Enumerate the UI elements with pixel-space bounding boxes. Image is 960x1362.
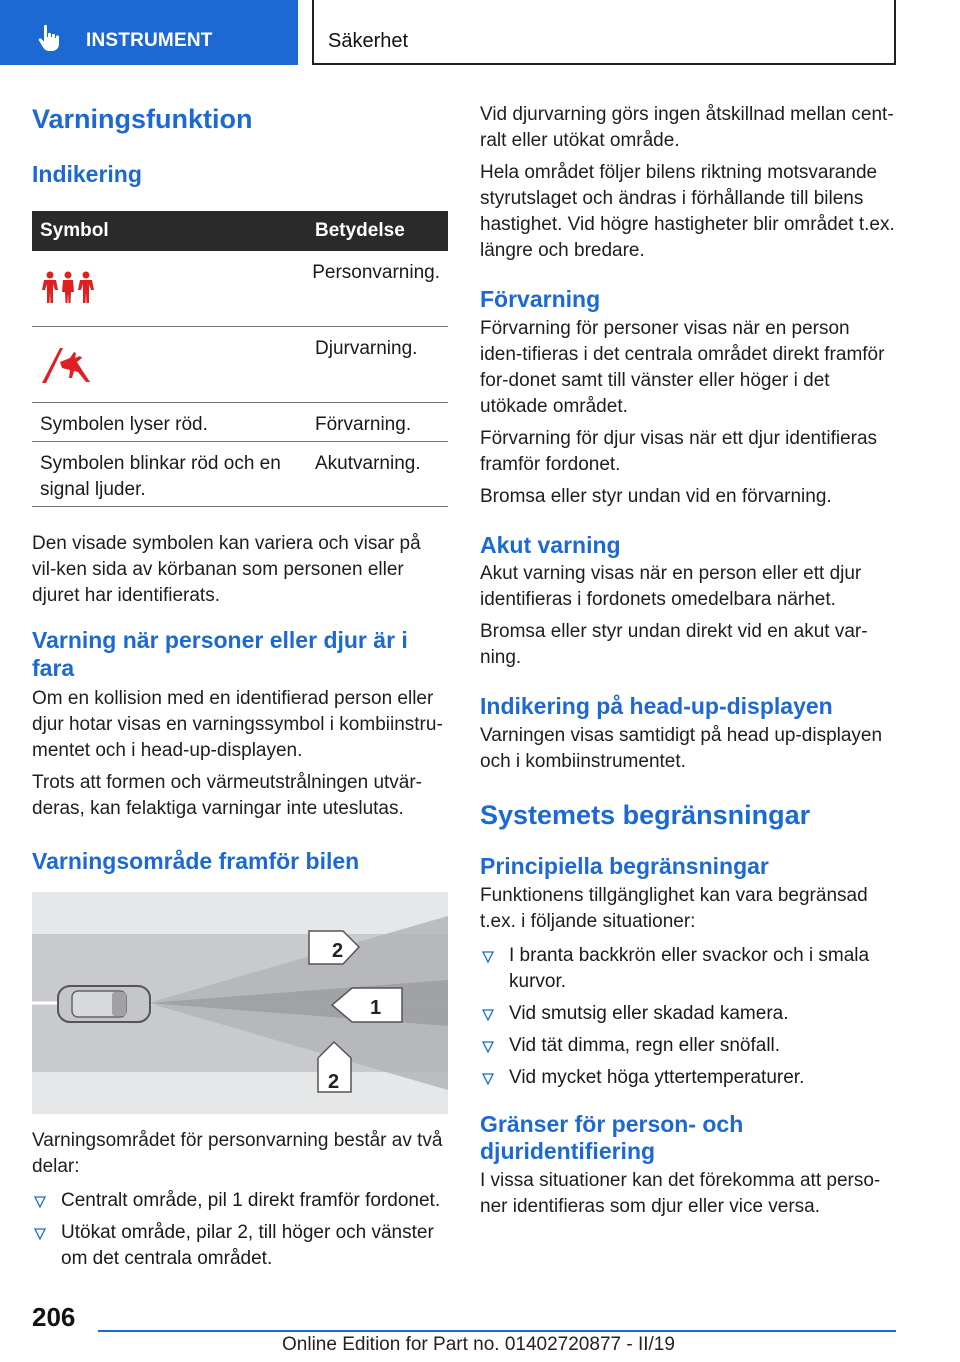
list-item: Centralt område, pil 1 direkt framför fordonet. <box>32 1188 448 1214</box>
akut-paragraph-1: Akut varning visas när en person eller ett djur identifieras i fordonets omedelbara närhet. <box>480 563 862 611</box>
bullet-triangle-icon <box>482 951 494 963</box>
person-warning-icon <box>40 270 96 304</box>
hud-heading: Indikering på head-up-displayen <box>480 693 833 720</box>
list-item: Vid mycket höga yttertemperaturer. <box>480 1065 896 1091</box>
table-row <box>32 403 448 442</box>
row-symbol-text: Symbolen blinkar röd och en signal ljuder. <box>40 452 281 500</box>
table-row <box>32 442 448 507</box>
right-paragraph-2: Hela området följer bilens riktning motsvarande styrutslaget och ändras i förhållande till bilens hastighet. Vid högre hastigheter blir området t.ex. längre och bredare. <box>480 162 895 261</box>
row-symbol-text: Symbolen lyser röd. <box>40 413 208 435</box>
figure-label-2-bottom: 2 <box>328 1070 340 1093</box>
warning-area-figure <box>32 892 448 1114</box>
table-header <box>32 211 448 251</box>
indikering-heading: Indikering <box>32 161 142 188</box>
list-item: Utökat område, pilar 2, till höger och vänster om det centrala området. <box>32 1220 448 1272</box>
list-item: Vid tät dimma, regn eller snöfall. <box>480 1033 896 1059</box>
area-bullets <box>32 1188 448 1272</box>
car-icon <box>58 986 150 1022</box>
danger-heading: Varning när personer eller djur är i fara <box>32 626 408 681</box>
area-caption: Varningsområdet för personvarning består av två delar: <box>32 1129 443 1177</box>
danger-paragraph-1: Om en kollision med en identifierad person eller djur hotar visas en varningssymbol i kombiinstru-mentet och i head-up-displayen. <box>32 688 443 762</box>
list-item: Vid smutsig eller skadad kamera. <box>480 1001 896 1027</box>
edition-text: Online Edition for Part no. 01402720877 - II/19 <box>282 1334 675 1355</box>
page-number: 206 <box>32 1302 76 1332</box>
header-betydelse: Betydelse <box>315 219 405 241</box>
chapter-tab-label: Säkerhet <box>328 30 409 52</box>
forvarning-paragraph-1: Förvarning för personer visas när en person iden-tifieras i det centrala området direkt framför for-donet samt till vänster eller höger i det utökade området. <box>480 317 885 417</box>
right-column <box>480 102 896 1220</box>
forvarning-paragraph-3: Bromsa eller styr undan vid en förvarning. <box>480 485 832 507</box>
forvarning-paragraph-2: Förvarning för djur visas när ett djur identifieras framför fordonet. <box>480 427 878 475</box>
right-paragraph-1: Vid djurvarning görs ingen åtskillnad mellan cent-ralt eller utökat område. <box>480 104 894 151</box>
area-heading: Varningsområde framför bilen <box>32 848 360 875</box>
figure-label-2-top: 2 <box>332 939 344 962</box>
principal-bullets <box>480 943 896 1091</box>
bullet-triangle-icon <box>482 1009 494 1021</box>
bullet-triangle-icon <box>482 1073 494 1085</box>
principal-paragraph-1: Funktionens tillgänglighet kan vara begränsad t.ex. i följande situationer: <box>480 884 868 932</box>
row-meaning: Förvarning. <box>315 413 412 435</box>
row-meaning: Akutvarning. <box>315 452 421 474</box>
limits-title: Systemets begränsningar <box>480 799 811 830</box>
bullet-triangle-icon <box>34 1196 46 1208</box>
section-tab[interactable] <box>0 0 298 65</box>
akut-paragraph-2: Bromsa eller styr undan direkt vid en akut var-ning. <box>480 621 868 669</box>
section-tab-label: INSTRUMENT <box>86 30 213 51</box>
figure-label-1: 1 <box>370 996 382 1019</box>
header-symbol: Symbol <box>40 219 109 241</box>
hand-pointer-icon <box>38 24 64 52</box>
footer-divider <box>98 1330 896 1332</box>
section-title: Varningsfunktion <box>32 104 253 134</box>
bullet-triangle-icon <box>34 1228 46 1240</box>
forvarning-heading: Förvarning <box>480 286 601 312</box>
table-note: Den visade symbolen kan variera och visar på vil-ken sida av körbanan som personen eller djuret har identifierats. <box>32 532 421 606</box>
bullet-triangle-icon <box>482 1041 494 1053</box>
chapter-tab[interactable] <box>312 0 896 65</box>
warning-area-diagram <box>32 892 448 1114</box>
identification-heading: Gränser för person- och djuridentifiering <box>480 1110 744 1165</box>
table-row <box>32 327 448 403</box>
danger-paragraph-2: Trots att formen och värmeutstrålningen utvär-deras, kan felaktiga varningar inte uteslutas. <box>32 772 423 820</box>
hud-paragraph-1: Varningen visas samtidigt på head up-displayen och i kombiinstrumentet. <box>480 724 883 772</box>
principal-heading: Principiella begränsningar <box>480 853 769 880</box>
row-meaning: Djurvarning. <box>315 337 418 359</box>
list-item: I branta backkrön eller svackor och i smala kurvor. <box>480 943 896 995</box>
left-column <box>32 95 448 1278</box>
animal-warning-icon <box>40 344 92 384</box>
akut-heading: Akut varning <box>480 531 621 558</box>
row-meaning: Personvarning. <box>312 261 440 283</box>
table-row <box>32 251 448 327</box>
symbol-table <box>32 211 448 507</box>
identification-paragraph-1: I vissa situationer kan det förekomma att perso-ner identifieras som djur eller vice versa. <box>480 1169 881 1217</box>
